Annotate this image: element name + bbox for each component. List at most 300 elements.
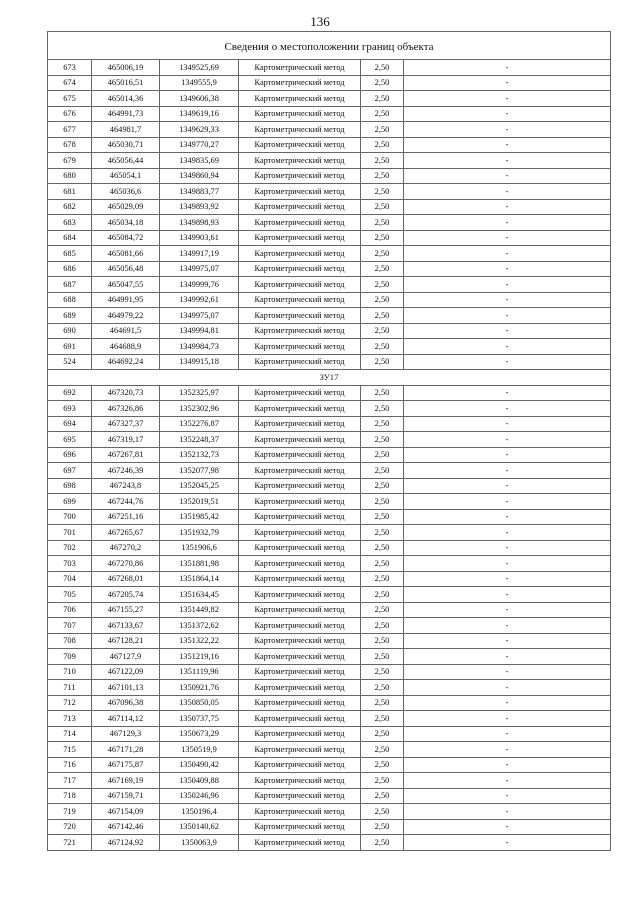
point-number-cell: 687 (48, 277, 92, 293)
table-row (48, 339, 611, 355)
table-row (48, 556, 611, 572)
coord-x-cell: 465084,72 (92, 230, 160, 246)
note-cell: - (404, 478, 611, 494)
accuracy-cell: 2,50 (361, 60, 404, 76)
coord-x-cell: 467122,09 (92, 664, 160, 680)
coord-y-cell: 1350140,62 (160, 819, 239, 835)
accuracy-cell: 2,50 (361, 122, 404, 138)
accuracy-cell: 2,50 (361, 339, 404, 355)
note-cell: - (404, 726, 611, 742)
accuracy-cell: 2,50 (361, 91, 404, 107)
coord-x-cell: 467154,09 (92, 804, 160, 820)
coord-y-cell: 1351881,98 (160, 556, 239, 572)
coord-y-cell: 1350921,76 (160, 680, 239, 696)
method-cell: Картометрический метод (239, 571, 361, 587)
method-cell: Картометрический метод (239, 540, 361, 556)
note-cell: - (404, 60, 611, 76)
coord-x-cell: 465006,19 (92, 60, 160, 76)
coord-y-cell: 1351372,62 (160, 618, 239, 634)
method-cell: Картометрический метод (239, 106, 361, 122)
section-title: ЗУ17 (48, 370, 611, 386)
accuracy-cell: 2,50 (361, 788, 404, 804)
table-row (48, 354, 611, 370)
coord-y-cell: 1350063,9 (160, 835, 239, 851)
point-number-cell: 711 (48, 680, 92, 696)
accuracy-cell: 2,50 (361, 308, 404, 324)
coord-y-cell: 1349883,77 (160, 184, 239, 200)
note-cell: - (404, 230, 611, 246)
point-number-cell: 719 (48, 804, 92, 820)
point-number-cell: 695 (48, 432, 92, 448)
accuracy-cell: 2,50 (361, 463, 404, 479)
point-number-cell: 710 (48, 664, 92, 680)
coord-x-cell: 465029,09 (92, 199, 160, 215)
accuracy-cell: 2,50 (361, 711, 404, 727)
coord-x-cell: 465034,18 (92, 215, 160, 231)
coord-y-cell: 1351932,79 (160, 525, 239, 541)
method-cell: Картометрический метод (239, 153, 361, 169)
method-cell: Картометрический метод (239, 215, 361, 231)
coord-y-cell: 1349992,61 (160, 292, 239, 308)
note-cell: - (404, 463, 611, 479)
table-row (48, 75, 611, 91)
table-row (48, 680, 611, 696)
accuracy-cell: 2,50 (361, 385, 404, 401)
accuracy-cell: 2,50 (361, 137, 404, 153)
table-row (48, 478, 611, 494)
coord-y-cell: 1351634,45 (160, 587, 239, 603)
table-row (48, 308, 611, 324)
accuracy-cell: 2,50 (361, 757, 404, 773)
coord-x-cell: 467133,67 (92, 618, 160, 634)
point-number-cell: 701 (48, 525, 92, 541)
table-row (48, 804, 611, 820)
method-cell: Картометрический метод (239, 199, 361, 215)
accuracy-cell: 2,50 (361, 478, 404, 494)
method-cell: Картометрический метод (239, 122, 361, 138)
coord-y-cell: 1349917,19 (160, 246, 239, 262)
coord-y-cell: 1349835,69 (160, 153, 239, 169)
accuracy-cell: 2,50 (361, 184, 404, 200)
table-row (48, 773, 611, 789)
table-row (48, 292, 611, 308)
table-row (48, 726, 611, 742)
accuracy-cell: 2,50 (361, 106, 404, 122)
coord-x-cell: 467244,76 (92, 494, 160, 510)
point-number-cell: 720 (48, 819, 92, 835)
table-row (48, 246, 611, 262)
note-cell: - (404, 711, 611, 727)
table-row (48, 757, 611, 773)
note-cell: - (404, 308, 611, 324)
accuracy-cell: 2,50 (361, 277, 404, 293)
table-row (48, 695, 611, 711)
accuracy-cell: 2,50 (361, 773, 404, 789)
coord-x-cell: 465054,1 (92, 168, 160, 184)
method-cell: Картометрический метод (239, 556, 361, 572)
table-row (48, 819, 611, 835)
note-cell: - (404, 742, 611, 758)
coord-x-cell: 467268,01 (92, 571, 160, 587)
method-cell: Картометрический метод (239, 494, 361, 510)
point-number-cell: 713 (48, 711, 92, 727)
coord-y-cell: 1349994,81 (160, 323, 239, 339)
method-cell: Картометрический метод (239, 246, 361, 262)
coord-y-cell: 1349903,61 (160, 230, 239, 246)
point-number-cell: 715 (48, 742, 92, 758)
method-cell: Картометрический метод (239, 788, 361, 804)
accuracy-cell: 2,50 (361, 587, 404, 603)
accuracy-cell: 2,50 (361, 354, 404, 370)
coord-y-cell: 1350490,42 (160, 757, 239, 773)
coord-y-cell: 1352302,96 (160, 401, 239, 417)
coord-y-cell: 1352132,73 (160, 447, 239, 463)
coord-x-cell: 464688,9 (92, 339, 160, 355)
table-row (48, 184, 611, 200)
note-cell: - (404, 137, 611, 153)
point-number-cell: 674 (48, 75, 92, 91)
method-cell: Картометрический метод (239, 618, 361, 634)
table-row (48, 494, 611, 510)
method-cell: Картометрический метод (239, 757, 361, 773)
coord-y-cell: 1351906,6 (160, 540, 239, 556)
accuracy-cell: 2,50 (361, 680, 404, 696)
coord-x-cell: 467270,2 (92, 540, 160, 556)
note-cell: - (404, 556, 611, 572)
coord-y-cell: 1349975,07 (160, 261, 239, 277)
note-cell: - (404, 602, 611, 618)
note-cell: - (404, 75, 611, 91)
accuracy-cell: 2,50 (361, 571, 404, 587)
coord-y-cell: 1351864,14 (160, 571, 239, 587)
accuracy-cell: 2,50 (361, 494, 404, 510)
table-row (48, 711, 611, 727)
coord-x-cell: 467169,19 (92, 773, 160, 789)
point-number-cell: 524 (48, 354, 92, 370)
accuracy-cell: 2,50 (361, 168, 404, 184)
method-cell: Картометрический метод (239, 354, 361, 370)
method-cell: Картометрический метод (239, 184, 361, 200)
coord-y-cell: 1351219,16 (160, 649, 239, 665)
coord-x-cell: 467175,87 (92, 757, 160, 773)
accuracy-cell: 2,50 (361, 292, 404, 308)
accuracy-cell: 2,50 (361, 416, 404, 432)
note-cell: - (404, 401, 611, 417)
coord-x-cell: 464979,22 (92, 308, 160, 324)
table-row (48, 137, 611, 153)
accuracy-cell: 2,50 (361, 75, 404, 91)
point-number-cell: 677 (48, 122, 92, 138)
method-cell: Картометрический метод (239, 478, 361, 494)
table-row (48, 122, 611, 138)
coord-x-cell: 464691,5 (92, 323, 160, 339)
note-cell: - (404, 649, 611, 665)
coord-x-cell: 464981,7 (92, 122, 160, 138)
coord-x-cell: 467251,16 (92, 509, 160, 525)
point-number-cell: 721 (48, 835, 92, 851)
table-row (48, 153, 611, 169)
coord-y-cell: 1349619,16 (160, 106, 239, 122)
coord-y-cell: 1350737,75 (160, 711, 239, 727)
accuracy-cell: 2,50 (361, 618, 404, 634)
table-row (48, 633, 611, 649)
table-row (48, 463, 611, 479)
table-row (48, 385, 611, 401)
note-cell: - (404, 773, 611, 789)
note-cell: - (404, 199, 611, 215)
section-row (48, 370, 611, 386)
note-cell: - (404, 385, 611, 401)
point-number-cell: 675 (48, 91, 92, 107)
point-number-cell: 712 (48, 695, 92, 711)
point-number-cell: 673 (48, 60, 92, 76)
point-number-cell: 716 (48, 757, 92, 773)
point-number-cell: 688 (48, 292, 92, 308)
accuracy-cell: 2,50 (361, 835, 404, 851)
point-number-cell: 692 (48, 385, 92, 401)
note-cell: - (404, 292, 611, 308)
table-row (48, 602, 611, 618)
accuracy-cell: 2,50 (361, 261, 404, 277)
note-cell: - (404, 447, 611, 463)
coord-y-cell: 1351985,42 (160, 509, 239, 525)
note-cell: - (404, 168, 611, 184)
coord-x-cell: 467128,21 (92, 633, 160, 649)
table-row (48, 447, 611, 463)
note-cell: - (404, 680, 611, 696)
table-row (48, 587, 611, 603)
coord-x-cell: 467270,86 (92, 556, 160, 572)
coord-x-cell: 467124,92 (92, 835, 160, 851)
coord-y-cell: 1352276,87 (160, 416, 239, 432)
coord-y-cell: 1349893,92 (160, 199, 239, 215)
coord-x-cell: 465047,55 (92, 277, 160, 293)
note-cell: - (404, 106, 611, 122)
coord-x-cell: 467155,27 (92, 602, 160, 618)
coord-x-cell: 467096,38 (92, 695, 160, 711)
table-row (48, 199, 611, 215)
coord-x-cell: 464692,24 (92, 354, 160, 370)
coord-x-cell: 467159,71 (92, 788, 160, 804)
table-row (48, 323, 611, 339)
note-cell: - (404, 788, 611, 804)
accuracy-cell: 2,50 (361, 664, 404, 680)
note-cell: - (404, 618, 611, 634)
point-number-cell: 679 (48, 153, 92, 169)
point-number-cell: 678 (48, 137, 92, 153)
coord-x-cell: 467129,3 (92, 726, 160, 742)
accuracy-cell: 2,50 (361, 695, 404, 711)
accuracy-cell: 2,50 (361, 819, 404, 835)
coord-x-cell: 465016,51 (92, 75, 160, 91)
accuracy-cell: 2,50 (361, 199, 404, 215)
point-number-cell: 696 (48, 447, 92, 463)
note-cell: - (404, 804, 611, 820)
point-number-cell: 717 (48, 773, 92, 789)
accuracy-cell: 2,50 (361, 153, 404, 169)
coord-y-cell: 1350246,96 (160, 788, 239, 804)
method-cell: Картометрический метод (239, 680, 361, 696)
coord-y-cell: 1349915,18 (160, 354, 239, 370)
point-number-cell: 691 (48, 339, 92, 355)
coord-y-cell: 1350673,29 (160, 726, 239, 742)
point-number-cell: 685 (48, 246, 92, 262)
coord-y-cell: 1349984,73 (160, 339, 239, 355)
note-cell: - (404, 354, 611, 370)
point-number-cell: 682 (48, 199, 92, 215)
table-row (48, 649, 611, 665)
note-cell: - (404, 757, 611, 773)
coord-y-cell: 1352248,37 (160, 432, 239, 448)
note-cell: - (404, 695, 611, 711)
method-cell: Картометрический метод (239, 447, 361, 463)
page-number: 136 (310, 14, 330, 29)
coord-y-cell: 1351322,22 (160, 633, 239, 649)
accuracy-cell: 2,50 (361, 742, 404, 758)
method-cell: Картометрический метод (239, 835, 361, 851)
accuracy-cell: 2,50 (361, 556, 404, 572)
coord-x-cell: 467319,17 (92, 432, 160, 448)
coord-x-cell: 467320,73 (92, 385, 160, 401)
method-cell: Картометрический метод (239, 711, 361, 727)
table-row (48, 571, 611, 587)
point-number-cell: 700 (48, 509, 92, 525)
coord-y-cell: 1349770,27 (160, 137, 239, 153)
coord-x-cell: 467101,13 (92, 680, 160, 696)
table-row (48, 432, 611, 448)
method-cell: Картометрический метод (239, 168, 361, 184)
coord-x-cell: 467246,39 (92, 463, 160, 479)
method-cell: Картометрический метод (239, 804, 361, 820)
accuracy-cell: 2,50 (361, 804, 404, 820)
coord-x-cell: 467243,8 (92, 478, 160, 494)
point-number-cell: 686 (48, 261, 92, 277)
method-cell: Картометрический метод (239, 60, 361, 76)
coord-x-cell: 467326,86 (92, 401, 160, 417)
coord-x-cell: 467142,46 (92, 819, 160, 835)
accuracy-cell: 2,50 (361, 432, 404, 448)
coord-y-cell: 1349606,38 (160, 91, 239, 107)
accuracy-cell: 2,50 (361, 230, 404, 246)
coord-y-cell: 1350196,4 (160, 804, 239, 820)
accuracy-cell: 2,50 (361, 401, 404, 417)
coord-x-cell: 467114,12 (92, 711, 160, 727)
point-number-cell: 704 (48, 571, 92, 587)
coord-x-cell: 465081,66 (92, 246, 160, 262)
point-number-cell: 684 (48, 230, 92, 246)
method-cell: Картометрический метод (239, 509, 361, 525)
method-cell: Картометрический метод (239, 773, 361, 789)
method-cell: Картометрический метод (239, 463, 361, 479)
table-row (48, 835, 611, 851)
accuracy-cell: 2,50 (361, 246, 404, 262)
coord-y-cell: 1352325,97 (160, 385, 239, 401)
method-cell: Картометрический метод (239, 695, 361, 711)
note-cell: - (404, 587, 611, 603)
note-cell: - (404, 215, 611, 231)
coord-x-cell: 467171,28 (92, 742, 160, 758)
table-row (48, 106, 611, 122)
method-cell: Картометрический метод (239, 525, 361, 541)
coord-y-cell: 1352077,98 (160, 463, 239, 479)
note-cell: - (404, 277, 611, 293)
accuracy-cell: 2,50 (361, 633, 404, 649)
coord-x-cell: 465056,44 (92, 153, 160, 169)
table-row (48, 540, 611, 556)
note-cell: - (404, 91, 611, 107)
method-cell: Картометрический метод (239, 261, 361, 277)
table-row (48, 261, 611, 277)
note-cell: - (404, 509, 611, 525)
point-number-cell: 694 (48, 416, 92, 432)
accuracy-cell: 2,50 (361, 525, 404, 541)
coord-y-cell: 1350850,05 (160, 695, 239, 711)
method-cell: Картометрический метод (239, 432, 361, 448)
point-number-cell: 683 (48, 215, 92, 231)
method-cell: Картометрический метод (239, 137, 361, 153)
method-cell: Картометрический метод (239, 308, 361, 324)
coord-x-cell: 467265,67 (92, 525, 160, 541)
table-row (48, 401, 611, 417)
point-number-cell: 708 (48, 633, 92, 649)
method-cell: Картометрический метод (239, 91, 361, 107)
point-number-cell: 709 (48, 649, 92, 665)
note-cell: - (404, 633, 611, 649)
point-number-cell: 680 (48, 168, 92, 184)
accuracy-cell: 2,50 (361, 509, 404, 525)
note-cell: - (404, 323, 611, 339)
note-cell: - (404, 432, 611, 448)
table-caption: Сведения о местоположении границ объекта (48, 36, 611, 60)
coord-y-cell: 1349629,33 (160, 122, 239, 138)
table-row (48, 525, 611, 541)
point-number-cell: 698 (48, 478, 92, 494)
coord-y-cell: 1349975,07 (160, 308, 239, 324)
note-cell: - (404, 540, 611, 556)
coord-y-cell: 1349525,69 (160, 60, 239, 76)
point-number-cell: 707 (48, 618, 92, 634)
method-cell: Картометрический метод (239, 664, 361, 680)
coord-y-cell: 1351119,96 (160, 664, 239, 680)
method-cell: Картометрический метод (239, 602, 361, 618)
accuracy-cell: 2,50 (361, 323, 404, 339)
method-cell: Картометрический метод (239, 726, 361, 742)
boundary-coordinates-table (47, 31, 611, 851)
point-number-cell: 690 (48, 323, 92, 339)
table-body (48, 32, 611, 851)
accuracy-cell: 2,50 (361, 540, 404, 556)
note-cell: - (404, 835, 611, 851)
point-number-cell: 676 (48, 106, 92, 122)
coord-x-cell: 464991,95 (92, 292, 160, 308)
table-row (48, 742, 611, 758)
table-row (48, 618, 611, 634)
note-cell: - (404, 664, 611, 680)
point-number-cell: 697 (48, 463, 92, 479)
coord-y-cell: 1352045,25 (160, 478, 239, 494)
method-cell: Картометрический метод (239, 385, 361, 401)
point-number-cell: 693 (48, 401, 92, 417)
note-cell: - (404, 571, 611, 587)
coord-x-cell: 467267,81 (92, 447, 160, 463)
point-number-cell: 681 (48, 184, 92, 200)
note-cell: - (404, 246, 611, 262)
coord-x-cell: 467327,37 (92, 416, 160, 432)
note-cell: - (404, 339, 611, 355)
table-row (48, 215, 611, 231)
table-row (48, 277, 611, 293)
note-cell: - (404, 153, 611, 169)
